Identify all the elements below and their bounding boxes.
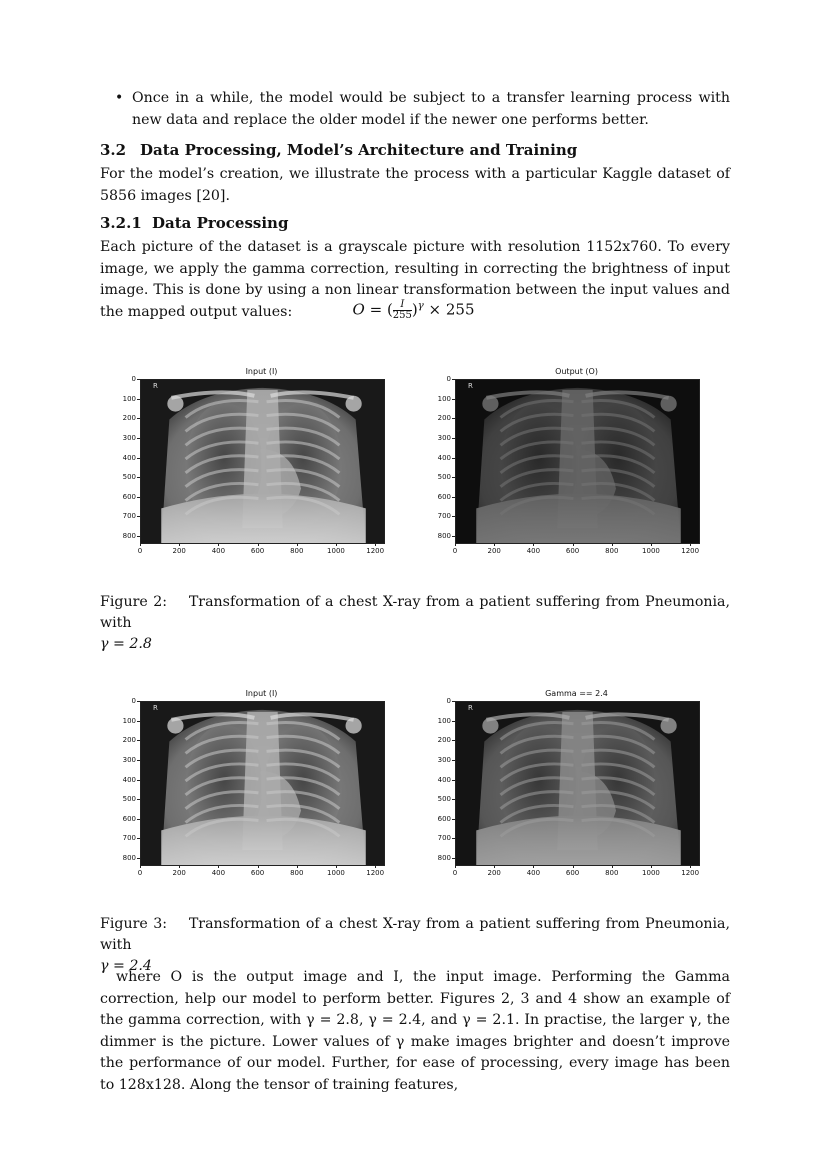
x-tick <box>375 543 376 546</box>
x-tick-label: 800 <box>605 547 619 555</box>
panel-title: Input (I) <box>245 367 278 376</box>
x-tick <box>494 543 495 546</box>
y-tick <box>137 780 140 781</box>
x-tick <box>690 865 691 868</box>
x-tick <box>140 543 141 546</box>
y-tick <box>137 536 140 537</box>
y-tick-label: 300 <box>122 433 136 442</box>
y-tick <box>452 497 455 498</box>
equation-lhs: O <box>352 300 365 319</box>
y-tick-label: 100 <box>437 716 451 725</box>
y-tick <box>137 516 140 517</box>
x-tick-label: 1200 <box>681 547 700 555</box>
x-tick <box>455 543 456 546</box>
closing-paragraph: where O is the output image and I, the input image. Performing the Gamma correction, help our model to perform better. Figures 2, 3 and 4 show an example of the gamma correction, with γ = 2.8, γ = 2.4, and γ = 2.1. In practise, the larger γ, the dimmer is the picture. Lower values of γ make images brighter and doesn’t improve the performance of our model. Further, for ease of processing, every image has been to 128x128. Along the tensor of training features, <box>100 969 730 1093</box>
figure-3-caption-label: Figure 3: <box>100 916 168 932</box>
x-tick-label: 400 <box>526 547 541 555</box>
xray-image <box>455 379 700 544</box>
y-tick <box>137 701 140 702</box>
section-heading <box>100 141 577 159</box>
x-tick-label: 800 <box>290 869 304 877</box>
xray-side-marker: R <box>153 382 158 390</box>
xray-side-marker: R <box>468 382 473 390</box>
x-tick-label: 1000 <box>327 547 345 555</box>
y-tick-label: 400 <box>437 453 451 462</box>
figure-2-caption-gamma: γ = 2.8 <box>100 636 152 652</box>
y-tick-label: 700 <box>122 834 136 843</box>
equation-equals: = <box>369 300 383 319</box>
y-tick <box>452 701 455 702</box>
x-tick <box>179 543 180 546</box>
gamma-equation: O = ( $\frac{I}{255}$ )$^\gamma$ × 255 <box>352 299 475 321</box>
y-tick <box>452 858 455 859</box>
x-tick-label: 1200 <box>366 869 385 877</box>
y-tick <box>452 516 455 517</box>
y-tick-label: 200 <box>437 736 451 745</box>
y-tick-label: 0 <box>131 375 136 383</box>
x-tick-label: 800 <box>290 547 304 555</box>
y-tick-label: 700 <box>437 512 451 521</box>
y-tick <box>452 760 455 761</box>
y-tick-label: 0 <box>446 697 451 705</box>
bullet-paragraph: Once in a while, the model would be subject to a transfer learning process with new data and replace the older model if the newer one performs better. <box>132 90 730 128</box>
section-number: 3.2 <box>100 141 127 159</box>
y-tick <box>452 458 455 459</box>
y-tick-label: 800 <box>437 532 451 541</box>
y-tick <box>452 799 455 800</box>
y-tick-label: 100 <box>122 716 136 725</box>
y-tick-label: 500 <box>122 473 136 482</box>
y-tick-label: 0 <box>446 375 451 383</box>
y-tick-label: 0 <box>131 697 136 705</box>
x-tick <box>179 865 180 868</box>
figure-2-caption <box>100 592 730 655</box>
x-tick-label: 600 <box>565 547 580 555</box>
y-tick-label: 100 <box>437 394 451 403</box>
xray-image <box>455 701 700 866</box>
section-paragraph: For the model’s creation, we illustrate the process with a particular Kaggle dataset of 5856 images [20]. <box>100 166 730 204</box>
figure-3-caption-text: Transformation of a chest X-ray from a patient suffering from Pneumonia, with <box>100 916 731 953</box>
y-tick <box>452 399 455 400</box>
subsection-number: 3.2.1 <box>100 214 142 232</box>
y-tick-label: 600 <box>122 814 136 823</box>
equation-constant: 255 <box>445 300 475 319</box>
x-tick <box>258 865 259 868</box>
x-tick-label: 400 <box>211 547 226 555</box>
y-tick-label: 400 <box>122 775 136 784</box>
figure-2-output-panel <box>431 367 701 562</box>
panel-title: Input (I) <box>245 689 278 698</box>
x-tick <box>297 543 298 546</box>
y-tick <box>452 838 455 839</box>
y-tick-label: 300 <box>437 433 451 442</box>
y-tick-label: 100 <box>122 394 136 403</box>
y-tick-label: 600 <box>437 814 451 823</box>
y-tick <box>137 418 140 419</box>
equation-exponent: γ <box>417 300 424 312</box>
x-tick <box>494 865 495 868</box>
equation-denominator: 255 <box>392 310 412 321</box>
xray-side-marker: R <box>468 704 473 712</box>
y-tick-label: 600 <box>437 492 451 501</box>
y-tick <box>137 477 140 478</box>
x-tick <box>258 543 259 546</box>
x-tick-label: 800 <box>605 869 619 877</box>
x-tick-label: 0 <box>137 869 143 877</box>
x-tick-label: 0 <box>452 547 458 555</box>
y-tick-label: 800 <box>122 532 136 541</box>
y-tick-label: 700 <box>437 834 451 843</box>
y-tick <box>137 497 140 498</box>
x-tick-label: 600 <box>250 547 265 555</box>
x-tick-label: 600 <box>565 869 580 877</box>
x-tick <box>573 543 574 546</box>
equation-fraction <box>393 300 412 321</box>
x-tick <box>533 543 534 546</box>
y-tick-label: 800 <box>122 854 136 863</box>
x-tick <box>375 865 376 868</box>
figure-2-caption-text: Transformation of a chest X-ray from a patient suffering from Pneumonia, with <box>100 594 731 631</box>
x-tick <box>612 865 613 868</box>
y-tick-label: 500 <box>437 473 451 482</box>
section-title: Data Processing, Model’s Architecture and Training <box>140 141 578 159</box>
x-tick <box>218 543 219 546</box>
xray-image <box>140 701 385 866</box>
x-tick <box>218 865 219 868</box>
y-tick <box>452 721 455 722</box>
x-tick-label: 1000 <box>327 869 345 877</box>
figure-3-input-panel <box>116 689 386 884</box>
y-tick-label: 500 <box>122 795 136 804</box>
x-tick <box>690 543 691 546</box>
y-tick <box>137 438 140 439</box>
y-tick <box>137 819 140 820</box>
x-tick-label: 1200 <box>366 547 385 555</box>
x-tick <box>336 865 337 868</box>
x-tick <box>140 865 141 868</box>
y-tick <box>452 740 455 741</box>
y-tick <box>137 740 140 741</box>
y-tick-label: 200 <box>437 414 451 423</box>
y-tick <box>452 780 455 781</box>
x-tick <box>336 543 337 546</box>
y-tick <box>137 399 140 400</box>
xray-side-marker: R <box>153 704 158 712</box>
panel-title: Gamma == 2.4 <box>545 689 608 698</box>
figure-2-caption-label: Figure 2: <box>100 594 168 610</box>
y-tick <box>452 438 455 439</box>
x-tick-label: 0 <box>137 547 143 555</box>
y-tick-label: 300 <box>437 755 451 764</box>
y-tick <box>452 819 455 820</box>
x-tick <box>651 543 652 546</box>
y-tick-label: 800 <box>437 854 451 863</box>
x-tick-label: 400 <box>526 869 541 877</box>
x-tick-label: 1000 <box>642 869 660 877</box>
y-tick <box>452 379 455 380</box>
figure-3-gamma-panel <box>431 689 701 884</box>
y-tick-label: 400 <box>122 453 136 462</box>
y-tick-label: 400 <box>437 775 451 784</box>
y-tick-label: 200 <box>122 736 136 745</box>
subsection-paragraph: Each picture of the dataset is a grayscale picture with resolution 1152x760. To every image, we apply the gamma correction, resulting in correcting the brightness of input image. This is done by using a non linear transformation between the input values and the mapped output values: <box>100 239 730 320</box>
y-tick <box>137 458 140 459</box>
y-tick <box>137 799 140 800</box>
bullet-dot: • <box>115 90 124 106</box>
x-tick-label: 1200 <box>681 869 700 877</box>
y-tick <box>452 536 455 537</box>
y-tick-label: 200 <box>122 414 136 423</box>
figure-2-input-panel <box>116 367 386 562</box>
x-tick-label: 200 <box>487 547 501 555</box>
y-tick-label: 300 <box>122 755 136 764</box>
y-tick <box>137 721 140 722</box>
y-tick-label: 500 <box>437 795 451 804</box>
x-tick-label: 0 <box>452 869 458 877</box>
subsection-title: Data Processing <box>152 214 289 232</box>
x-tick-label: 600 <box>250 869 265 877</box>
x-tick <box>533 865 534 868</box>
y-tick <box>452 477 455 478</box>
x-tick-label: 200 <box>172 869 186 877</box>
y-tick-label: 700 <box>122 512 136 521</box>
x-tick <box>651 865 652 868</box>
equation-times: × <box>428 300 442 319</box>
x-tick <box>573 865 574 868</box>
x-tick-label: 200 <box>172 547 186 555</box>
y-tick <box>137 379 140 380</box>
y-tick <box>452 418 455 419</box>
y-tick-label: 600 <box>122 492 136 501</box>
y-tick <box>137 858 140 859</box>
subsection-heading <box>100 214 288 232</box>
y-tick <box>137 838 140 839</box>
x-tick <box>297 865 298 868</box>
x-tick <box>455 865 456 868</box>
x-tick-label: 1000 <box>642 547 660 555</box>
xray-image <box>140 379 385 544</box>
figure-3-caption-gamma: γ = 2.4 <box>100 958 152 974</box>
x-tick-label: 200 <box>487 869 501 877</box>
x-tick-label: 400 <box>211 869 226 877</box>
x-tick <box>612 543 613 546</box>
equation-numerator: I <box>393 300 412 311</box>
y-tick <box>137 760 140 761</box>
panel-title: Output (O) <box>555 367 598 376</box>
